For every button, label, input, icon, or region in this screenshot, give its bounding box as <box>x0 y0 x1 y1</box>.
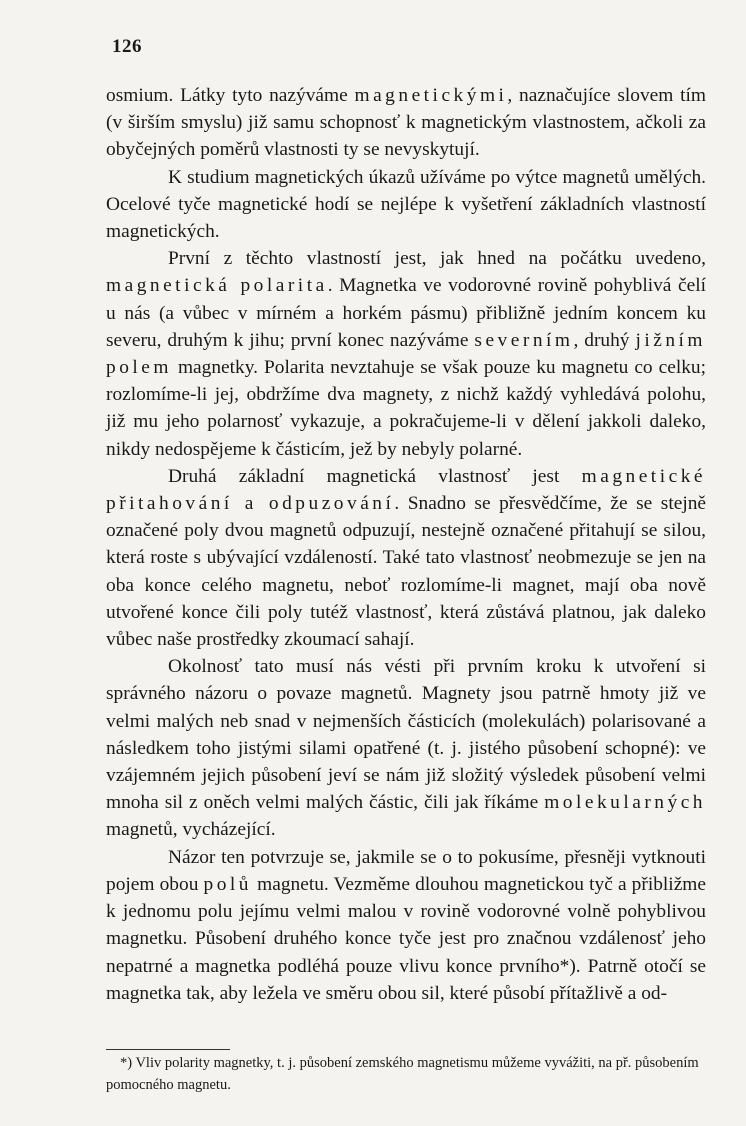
spaced-emphasis: molekularných <box>544 792 706 814</box>
text-run: První z těchto vlastností jest, jak hned na počátku uvedeno, <box>168 248 706 270</box>
text-run: magnetky. Polarita nevztahuje se však pouze ku magnetu co celku; rozlomíme-li jej, obdržíme dva magnety, z nichž každý vyhledává polohu, již mu jeho polarnosť vykazuje, a pokračujeme-li v dělení jakkoli daleko, nikdy nedospějeme k částicím, jež by nebyly polarné. <box>106 357 706 460</box>
paragraph <box>106 82 706 164</box>
text-run: , naznačujíce slovem tím (v širším smyslu) již samu schopnosť k magnetickým vlastnostem, ačkoli za obyčejných poměrů vlastnosti ty se nevyskytují. <box>106 85 707 161</box>
page-number: 126 <box>112 36 142 57</box>
paragraph <box>106 844 706 1007</box>
spaced-emphasis: magnetické přitahování a odpuzování <box>106 465 706 515</box>
paragraph <box>106 164 706 246</box>
footnote <box>106 1052 706 1096</box>
spaced-emphasis: severním <box>474 329 574 351</box>
text-run: Názor ten potvrzuje se, jakmile se o to pokusíme, přesněji vytknouti pojem obou <box>106 846 706 895</box>
text-run: magnetu. Vezměme dlouhou magnetickou tyč a přibližme k jednomu polu jejímu velmi malou v rovině vodorovné volně pohyblivou magnetku. Působení druhého konce tyče jest pro značnou vzdálenosť jeho nepatrné a magnetka podléhá pouze vlivu konce prvního*). Patrně otočí se magnetka tak, aby ležela ve směru obou sil, které působí přítažlivě a od- <box>106 873 706 1004</box>
spaced-emphasis: magnetická polarita <box>106 275 328 297</box>
text-run: , druhý <box>573 329 636 351</box>
footnote-text: *) Vliv polarity magnetky, t. j. působení zemského magnetismu můžeme vyvážiti, na př. působením pomocného magnetu. <box>106 1055 699 1093</box>
text-run: K studium magnetických úkazů užíváme po výtce magnetů umělých. Ocelové tyče magnetické hodí se nejlépe k vyšetření základních vlastností magnetických. <box>106 166 706 243</box>
spaced-emphasis: jižním polem <box>106 329 706 379</box>
footnote-rule <box>106 1049 230 1050</box>
text-run: . Snadno se přesvědčíme, že se stejně označené poly dvou magnetů odpuzují, nestejně označené přitahují se silou, která roste s ubývající vzdáleností. Také tato vlastnosť neobmezuje se jen na oba konce celého magnetu, neboť rozlomíme-li magnet, mají oba nově utvořené konce čili poly tutéž vlastnosť, která zůstává platnou, jak daleko vůbec naše prostředky zkoumací sahají. <box>106 493 707 651</box>
spaced-emphasis: magnetickými <box>354 85 508 106</box>
text-run: Okolnosť tato musí nás vésti při prvním kroku k utvoření si správného názoru o povaze magnetů. Magnety jsou patrně hmoty již ve velmi malých neb snad v nejmenších částicích (molekulách) polarisované a následkem toho jistými silami opatřené (t. j. jistého působení schopné): ve vzájemném jejich působení jeví se nám již složitý výsledek působení velmi mnoha sil z oněch velmi malých částic, čili jak říkáme <box>106 656 706 814</box>
text-run: . Magnetka ve vodorovné rovině pohyblivá čelí u nás (a vůbec v mírném a horkém pásmu) přibližně jedním koncem ku severu, druhým k jihu; první konec nazýváme <box>106 275 706 351</box>
spaced-emphasis: polů <box>203 873 253 895</box>
body-text <box>106 82 706 1007</box>
text-run: osmium. Látky tyto nazýváme <box>106 85 355 106</box>
paragraph <box>106 245 706 463</box>
paragraph <box>106 653 706 843</box>
text-run: magnetů, vycházející. <box>106 819 276 841</box>
paragraph <box>106 463 706 653</box>
text-run: Druhá základní magnetická vlastnosť jest <box>168 465 582 487</box>
